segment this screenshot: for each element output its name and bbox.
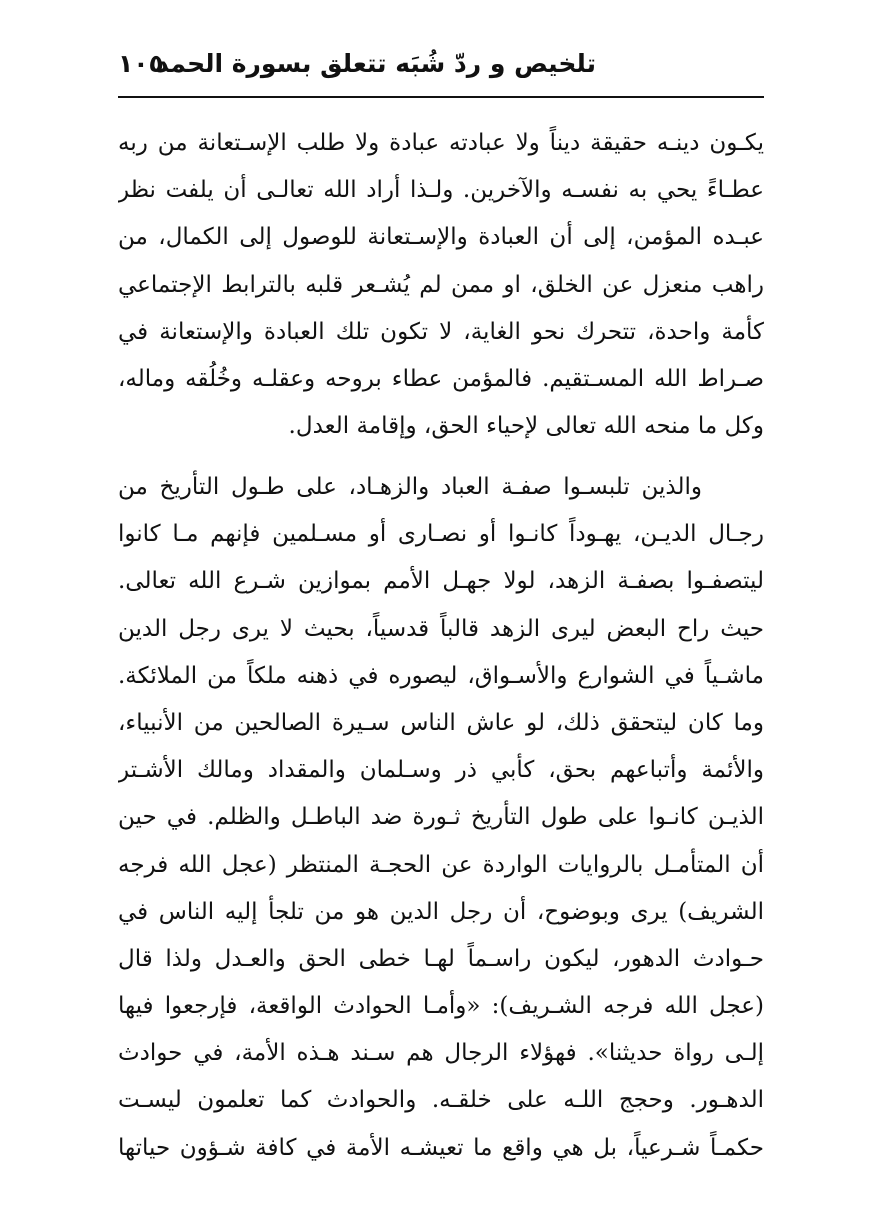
text-line: الشريف) يرى وبوضوح، أن رجل الدين هو من تلجأ إليه الناس في	[118, 898, 764, 925]
text-line: أن المتأمـل بالروايات الواردة عن الحجـة المنتظر (عجل الله فرجه	[118, 851, 764, 878]
text-line: ليتصفـوا بصفـة الزهد، لولا جهـل الأمم بموازين شـرع الله تعالى.	[118, 568, 764, 595]
text-line: حكمـاً شـرعياً، بل هي واقع ما تعيشـه الأمة في كافة شـؤون حياتها	[118, 1134, 764, 1161]
paragraph-1	[118, 120, 764, 450]
text-line: رجـال الديـن، يهـوداً كانـوا أو نصـارى أو مسـلمين فإنهم مـا كانوا	[118, 521, 764, 548]
text-line: والأئمة وأتباعهم بحق، كأبي ذر وسـلمان والمقداد ومالك الأشـتر	[118, 757, 764, 784]
text-line: عبـده المؤمن، إلى أن العبادة والإسـتعانة للوصول إلى الكمال، من	[118, 224, 764, 251]
text-line: كأمة واحدة، تتحرك نحو الغاية، لا تكون تلك العبادة والإستعانة في	[118, 318, 764, 345]
text-line: حـوادث الدهور، ليكون راسـماً لهـا خطى الحق والعـدل ولذا قال	[118, 945, 764, 972]
text-line: الدهـور. وحجج اللـه على خلقـه. والحوادث كما تعلمون ليسـت	[118, 1087, 764, 1114]
text-line: الذيـن كانـوا على طول التأريخ ثـورة ضد الباطـل والظلم. في حين	[118, 804, 764, 831]
text-line: (عجل الله فرجه الشـريف): «وأمـا الحوادث الواقعة، فإرجعوا فيها	[118, 993, 764, 1020]
page-header	[118, 42, 764, 86]
text-line: يكـون دينـه حقيقة ديناً ولا عبادته عبادة ولا طلب الإسـتعانة من ربه	[118, 130, 764, 156]
text-line: وكل ما منحه الله تعالى لإحياء الحق، وإقامة العدل.	[288, 413, 764, 440]
text-line: عطـاءً يحي به نفسـه والآخرين. ولـذا أراد الله تعالـى أن يلفت نظر	[118, 177, 764, 204]
header-divider	[118, 96, 764, 98]
text-line: والذين تلبسـوا صفـة العباد والزهـاد، على طـول التأريخ من	[118, 474, 702, 500]
running-title: تلخيص و ردّ شُبَه تتعلق بسورة الحمد	[155, 49, 596, 78]
text-line: وما كان ليتحقق ذلك، لو عاش الناس سـيرة الصالحين من الأنبياء،	[118, 709, 764, 736]
text-line: إلـى رواة حديثنا». فهؤلاء الرجال هم سـند هـذه الأمة، في حوادث	[118, 1040, 764, 1067]
page-number: ١٠٥	[118, 49, 164, 78]
text-line: حيث راح البعض ليرى الزهد قالباً قدسياً، بحيث لا يرى رجل الدين	[118, 615, 764, 642]
text-line: ماشـياً في الشوارع والأسـواق، ليصوره في ذهنه ملكاً من الملائكة.	[118, 662, 764, 689]
text-line: راهب منعزل عن الخلق، او ممن لم يُشـعر قلبه بالترابط الإجتماعي	[118, 271, 764, 298]
text-line: صـراط الله المسـتقيم. فالمؤمن عطاء بروحه وعقلـه وخُلُقه وماله،	[118, 365, 764, 392]
paragraph-2	[118, 464, 764, 1172]
